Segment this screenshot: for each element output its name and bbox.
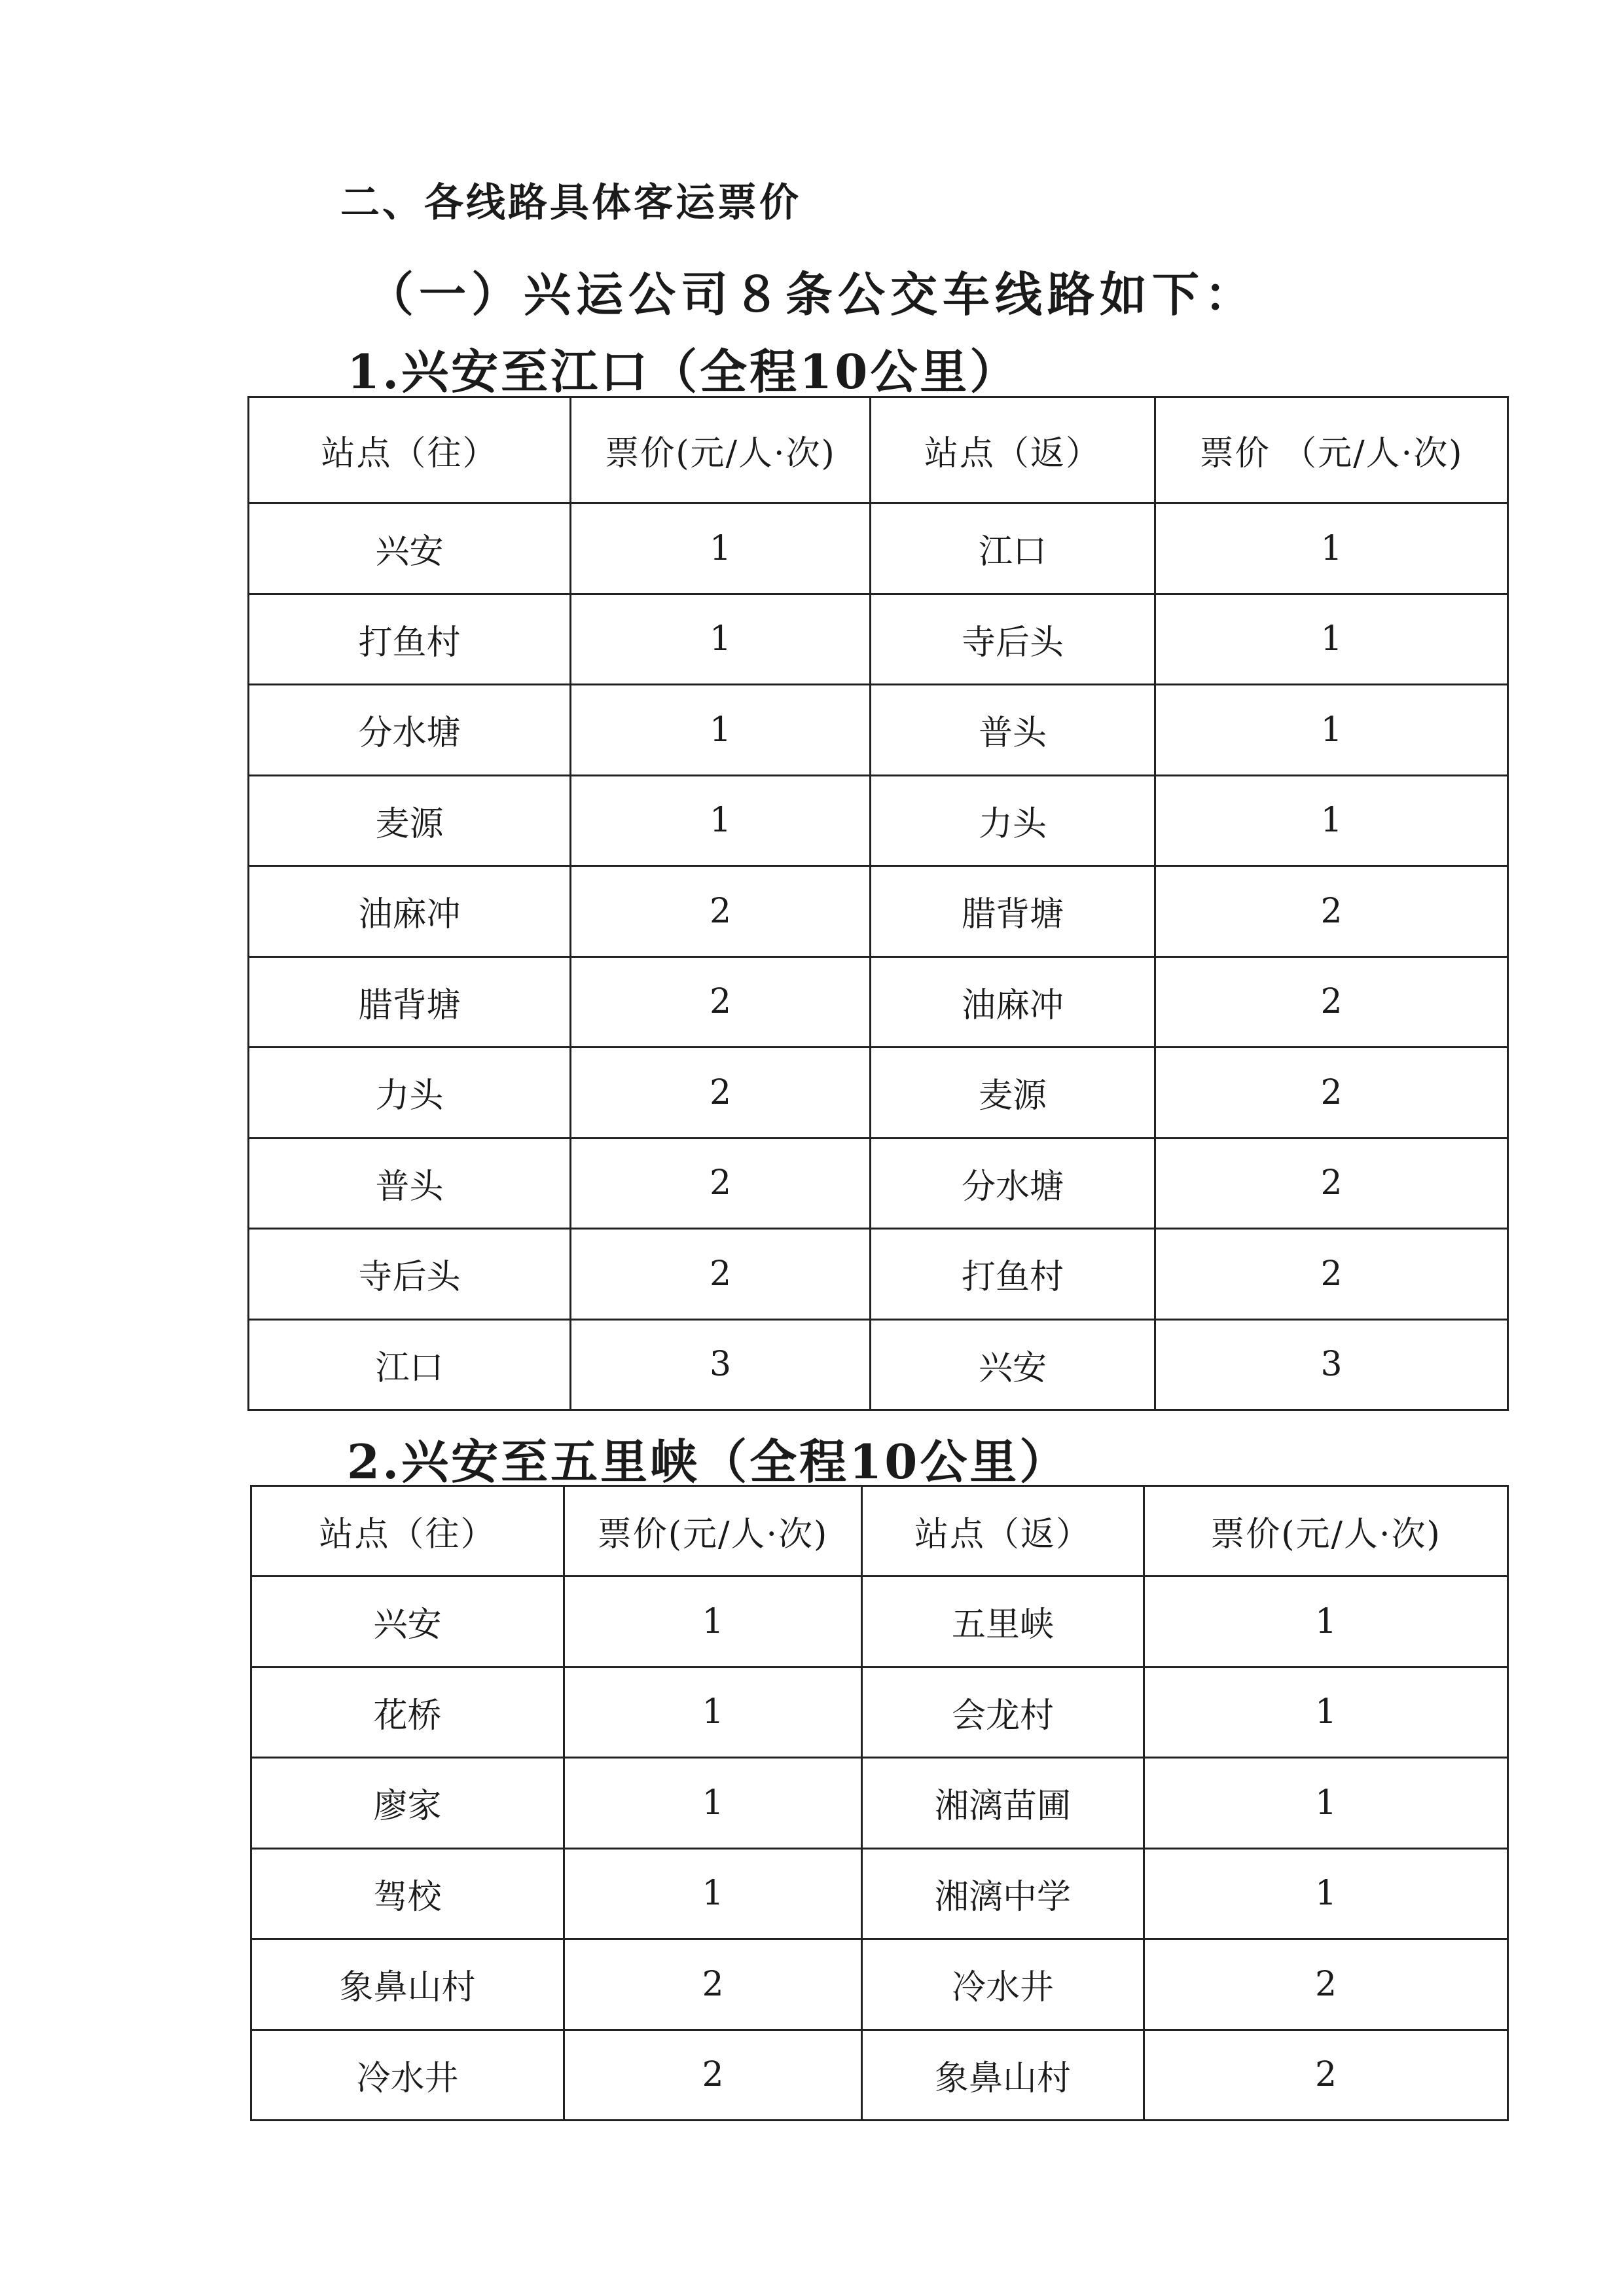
fare-return-cell: 1	[1155, 685, 1508, 776]
stop-return-cell: 寺后头	[871, 594, 1155, 685]
table-row	[249, 957, 1508, 1048]
fare-outbound-cell: 1	[564, 1758, 862, 1849]
header-fare-return: 票价 （元/人·次)	[1155, 397, 1508, 503]
table-header-row	[249, 397, 1508, 503]
fare-outbound-cell: 1	[571, 685, 871, 776]
stop-return-cell: 普头	[871, 685, 1155, 776]
stop-outbound-cell: 寺后头	[249, 1229, 571, 1320]
fare-return-cell: 1	[1155, 503, 1508, 594]
fare-return-cell: 3	[1155, 1319, 1508, 1410]
stop-outbound-cell: 象鼻山村	[251, 1939, 564, 2030]
fare-return-cell: 1	[1144, 1848, 1508, 1939]
table-row	[249, 1048, 1508, 1139]
fare-outbound-cell: 2	[571, 1229, 871, 1320]
stop-outbound-cell: 力头	[249, 1048, 571, 1139]
stop-return-cell: 湘漓苗圃	[862, 1758, 1144, 1849]
fare-return-cell: 1	[1155, 594, 1508, 685]
stop-outbound-cell: 打鱼村	[249, 594, 571, 685]
header-stop-return: 站点（返）	[871, 397, 1155, 503]
stop-return-cell: 力头	[871, 775, 1155, 866]
stop-return-cell: 油麻冲	[871, 957, 1155, 1048]
fare-outbound-cell: 1	[564, 1848, 862, 1939]
stop-return-cell: 腊背塘	[871, 866, 1155, 957]
header-fare-outbound: 票价(元/人·次)	[564, 1486, 862, 1576]
fare-return-cell: 1	[1144, 1758, 1508, 1849]
header-fare-outbound: 票价(元/人·次)	[571, 397, 871, 503]
stop-outbound-cell: 花桥	[251, 1667, 564, 1758]
stop-outbound-cell: 腊背塘	[249, 957, 571, 1048]
route-1-fare-table	[247, 396, 1509, 1411]
fare-outbound-cell: 2	[571, 957, 871, 1048]
table-row	[249, 1229, 1508, 1320]
stop-return-cell: 冷水井	[862, 1939, 1144, 2030]
stop-outbound-cell: 廖家	[251, 1758, 564, 1849]
route-2-title: 2.兴安至五里峡（全程10公里）	[347, 1434, 1070, 1489]
fare-return-cell: 2	[1144, 2030, 1508, 2121]
fare-outbound-cell: 1	[571, 594, 871, 685]
fare-return-cell: 2	[1155, 957, 1508, 1048]
table-row	[249, 594, 1508, 685]
stop-outbound-cell: 普头	[249, 1138, 571, 1229]
route-1-title: 1.兴安至江口（全程10公里）	[347, 344, 1020, 399]
fare-return-cell: 2	[1155, 1229, 1508, 1320]
fare-outbound-cell: 2	[564, 2030, 862, 2121]
fare-return-cell: 2	[1144, 1939, 1508, 2030]
fare-return-cell: 1	[1144, 1576, 1508, 1667]
stop-outbound-cell: 兴安	[249, 503, 571, 594]
section-title: 二、各线路具体客运票价	[340, 180, 801, 226]
table-row	[251, 1939, 1508, 2030]
fare-return-cell: 2	[1155, 866, 1508, 957]
stop-outbound-cell: 麦源	[249, 775, 571, 866]
stop-outbound-cell: 油麻冲	[249, 866, 571, 957]
stop-return-cell: 打鱼村	[871, 1229, 1155, 1320]
stop-return-cell: 兴安	[871, 1319, 1155, 1410]
fare-outbound-cell: 2	[571, 1048, 871, 1139]
table-row	[249, 685, 1508, 776]
table-row	[249, 1138, 1508, 1229]
subsection-title: （一）兴运公司８条公交车线路如下：	[367, 266, 1257, 322]
table-row	[251, 1848, 1508, 1939]
table-row	[249, 866, 1508, 957]
stop-return-cell: 湘漓中学	[862, 1848, 1144, 1939]
stop-outbound-cell: 兴安	[251, 1576, 564, 1667]
fare-return-cell: 1	[1155, 775, 1508, 866]
stop-outbound-cell: 冷水井	[251, 2030, 564, 2121]
table-row	[251, 1667, 1508, 1758]
table-row	[249, 775, 1508, 866]
route-2-fare-table	[250, 1485, 1509, 2121]
table-row	[251, 1758, 1508, 1849]
fare-return-cell: 2	[1155, 1048, 1508, 1139]
fare-outbound-cell: 2	[571, 1138, 871, 1229]
stop-return-cell: 江口	[871, 503, 1155, 594]
stop-return-cell: 麦源	[871, 1048, 1155, 1139]
fare-return-cell: 1	[1144, 1667, 1508, 1758]
table-row	[251, 1576, 1508, 1667]
fare-outbound-cell: 1	[564, 1667, 862, 1758]
header-stop-return: 站点（返）	[862, 1486, 1144, 1576]
header-fare-return: 票价(元/人·次)	[1144, 1486, 1508, 1576]
stop-outbound-cell: 分水塘	[249, 685, 571, 776]
stop-return-cell: 象鼻山村	[862, 2030, 1144, 2121]
stop-outbound-cell: 驾校	[251, 1848, 564, 1939]
stop-return-cell: 分水塘	[871, 1138, 1155, 1229]
header-stop-outbound: 站点（往）	[251, 1486, 564, 1576]
fare-outbound-cell: 1	[564, 1576, 862, 1667]
stop-outbound-cell: 江口	[249, 1319, 571, 1410]
fare-return-cell: 2	[1155, 1138, 1508, 1229]
header-stop-outbound: 站点（往）	[249, 397, 571, 503]
fare-outbound-cell: 1	[571, 503, 871, 594]
table-header-row	[251, 1486, 1508, 1576]
table-row	[251, 2030, 1508, 2121]
stop-return-cell: 五里峡	[862, 1576, 1144, 1667]
fare-outbound-cell: 2	[571, 866, 871, 957]
fare-outbound-cell: 1	[571, 775, 871, 866]
table-row	[249, 503, 1508, 594]
stop-return-cell: 会龙村	[862, 1667, 1144, 1758]
fare-outbound-cell: 2	[564, 1939, 862, 2030]
table-row	[249, 1319, 1508, 1410]
fare-outbound-cell: 3	[571, 1319, 871, 1410]
